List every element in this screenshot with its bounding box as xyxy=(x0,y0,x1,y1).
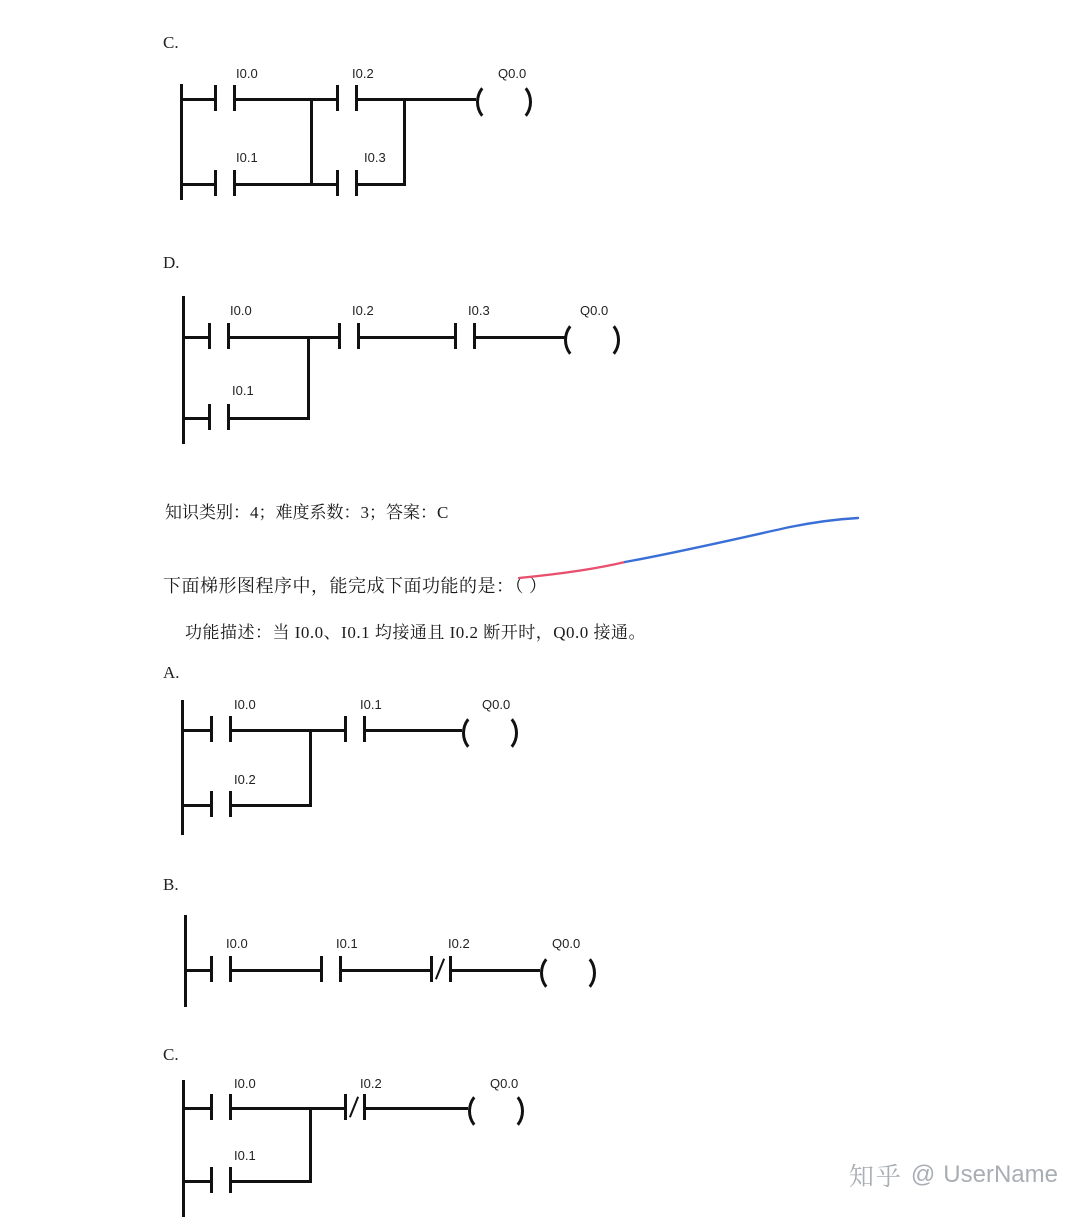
contact-i0-1 xyxy=(210,1167,232,1193)
contact-i0-1 xyxy=(320,956,342,982)
contact-tag: I0.1 xyxy=(236,150,258,165)
contact-tag: I0.0 xyxy=(234,1076,256,1091)
contact-tag: I0.1 xyxy=(336,936,358,951)
contact-i0-2-normally-closed xyxy=(430,956,452,982)
contact-i0-0 xyxy=(210,956,232,982)
wire xyxy=(342,969,430,972)
coil-tag: Q0.0 xyxy=(552,936,581,951)
contact-i0-0 xyxy=(208,323,230,349)
wire xyxy=(476,336,566,339)
wire xyxy=(236,183,336,186)
contact-i0-0 xyxy=(210,716,232,742)
contact-i0-2 xyxy=(210,791,232,817)
coil-tag: Q0.0 xyxy=(482,697,511,712)
option-label-d-top: D. xyxy=(163,253,180,272)
option-label-c-top: C. xyxy=(163,33,179,52)
option-label-b: B. xyxy=(163,875,179,894)
contact-tag: I0.0 xyxy=(236,66,258,81)
contact-tag: I0.3 xyxy=(468,303,490,318)
coil-tag: Q0.0 xyxy=(490,1076,519,1091)
wire xyxy=(360,336,454,339)
coil-q0-0 xyxy=(540,953,596,987)
branch-link xyxy=(309,1107,312,1180)
coil-q0-0 xyxy=(462,713,518,747)
contact-tag: I0.0 xyxy=(226,936,248,951)
coil-tag: Q0.0 xyxy=(498,66,527,81)
wire xyxy=(181,804,210,807)
contact-i0-3 xyxy=(454,323,476,349)
wire xyxy=(180,183,214,186)
option-label-c-bottom: C. xyxy=(163,1045,179,1064)
left-power-rail xyxy=(182,296,185,444)
contact-tag: I0.3 xyxy=(364,150,386,165)
wire xyxy=(230,417,310,420)
watermark-site: 知乎 xyxy=(848,1164,903,1191)
left-power-rail xyxy=(181,700,184,835)
wire xyxy=(236,98,336,101)
wire xyxy=(182,1107,210,1110)
contact-i0-1 xyxy=(344,716,366,742)
wire xyxy=(182,417,208,420)
wire xyxy=(181,729,210,732)
wire xyxy=(232,969,320,972)
branch-link xyxy=(307,336,310,417)
watermark-username: UserName xyxy=(943,1161,1058,1188)
contact-tag: I0.1 xyxy=(232,383,254,398)
wire xyxy=(452,969,540,972)
function-description: 功能描述：当 I0.0、I0.1 均接通且 I0.2 断开时，Q0.0 接通。 xyxy=(185,623,647,642)
contact-tag: I0.2 xyxy=(352,66,374,81)
wire xyxy=(232,1107,344,1110)
wire xyxy=(366,729,462,732)
contact-tag: I0.0 xyxy=(230,303,252,318)
contact-tag: I0.1 xyxy=(360,697,382,712)
wire xyxy=(182,336,208,339)
coil-q0-0 xyxy=(564,320,620,354)
contact-tag: I0.2 xyxy=(352,303,374,318)
contact-i0-0 xyxy=(210,1094,232,1120)
wire xyxy=(232,804,312,807)
contact-tag: I0.1 xyxy=(234,1148,256,1163)
branch-link xyxy=(403,98,406,183)
wire xyxy=(358,183,406,186)
answer-meta-line: 知识类别：4；难度系数：3；答案：C xyxy=(165,503,449,522)
wire xyxy=(180,98,214,101)
branch-link xyxy=(309,729,312,804)
option-label-a: A. xyxy=(163,663,180,682)
contact-tag: I0.0 xyxy=(234,697,256,712)
contact-i0-2 xyxy=(338,323,360,349)
left-power-rail xyxy=(182,1080,185,1217)
wire xyxy=(232,1180,312,1183)
left-power-rail xyxy=(184,915,187,1007)
contact-i0-1 xyxy=(208,404,230,430)
contact-tag: I0.2 xyxy=(360,1076,382,1091)
wire xyxy=(184,969,210,972)
contact-i0-3 xyxy=(336,170,358,196)
contact-tag: I0.2 xyxy=(234,772,256,787)
contact-i0-0 xyxy=(214,85,236,111)
contact-i0-1 xyxy=(214,170,236,196)
watermark xyxy=(849,1157,1058,1193)
wire xyxy=(232,729,344,732)
wire xyxy=(182,1180,210,1183)
watermark-at: @ xyxy=(910,1161,936,1188)
contact-tag: I0.2 xyxy=(448,936,470,951)
coil-q0-0 xyxy=(468,1091,524,1125)
wire xyxy=(358,98,476,101)
coil-q0-0 xyxy=(476,82,532,116)
branch-link xyxy=(310,98,313,183)
coil-tag: Q0.0 xyxy=(580,303,609,318)
contact-i0-2 xyxy=(336,85,358,111)
wire xyxy=(366,1107,468,1110)
question-stem: 下面梯形图程序中，能完成下面功能的是：（ ） xyxy=(163,576,548,596)
wire xyxy=(230,336,338,339)
contact-i0-2-normally-closed xyxy=(344,1094,366,1120)
